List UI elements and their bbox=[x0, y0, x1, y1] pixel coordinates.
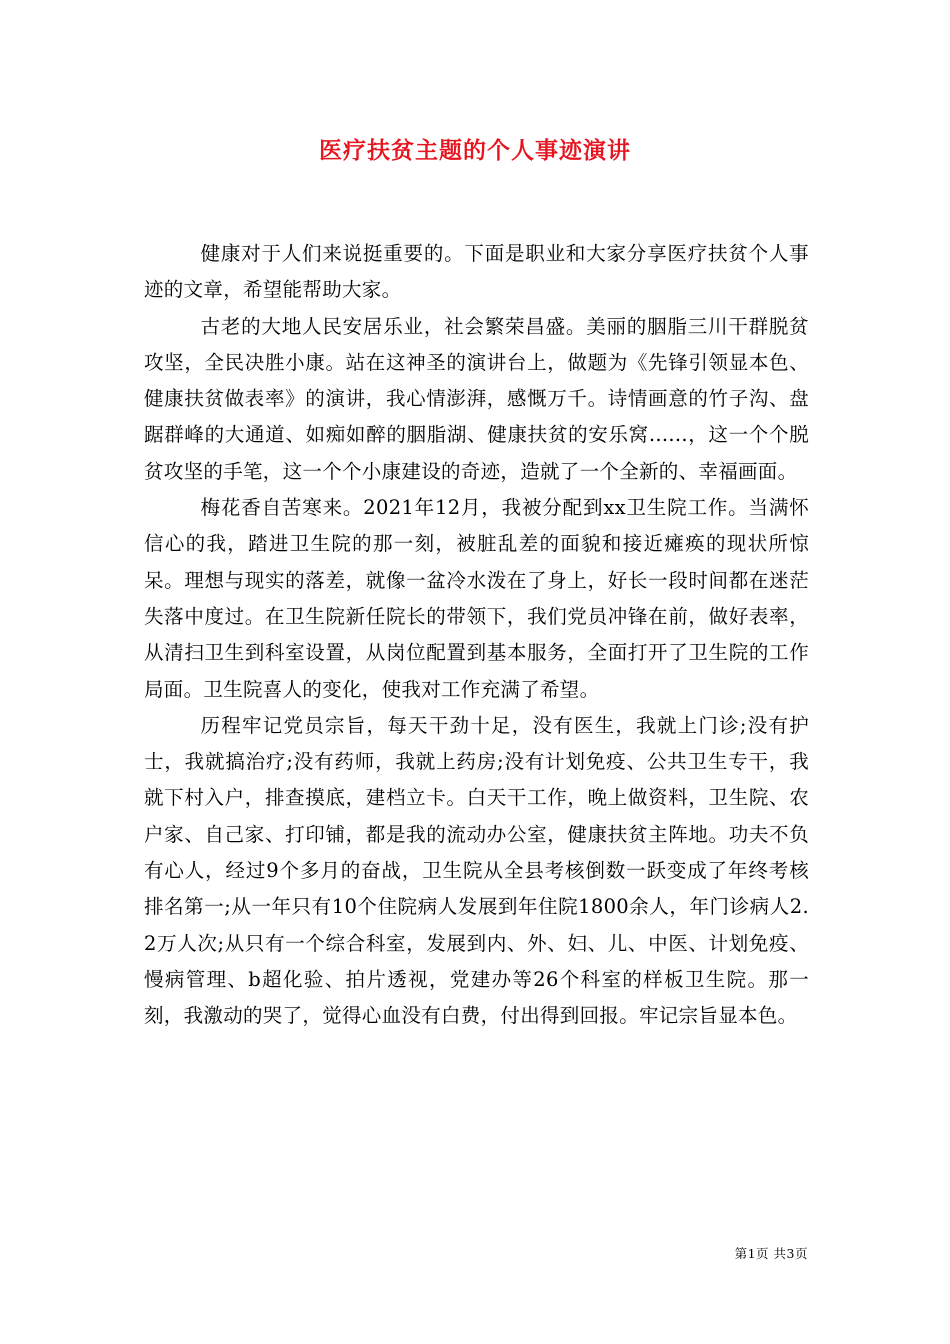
paragraph-land: 古老的大地人民安居乐业，社会繁荣昌盛。美丽的胭脂三川干群脱贫攻坚，全民决胜小康。站在这神圣的演讲台上，做题为《先锋引领显本色、健康扶贫做表率》的演讲，我心情澎湃，感慨万千。诗情画意的竹子沟、盘踞群峰的大通道、如痴如醉的胭脂湖、健康扶贫的安乐窝......，这一个个脱贫攻坚的手笔，这一个个小康建设的奇迹，造就了一个全新的、幸福画面。 bbox=[144, 314, 809, 483]
paragraph-process: 历程牢记党员宗旨，每天干劲十足，没有医生，我就上门诊;没有护士，我就搞治疗;没有药师，我就上药房;没有计划免疫、公共卫生专干，我就下村入户，排查摸底，建档立卡。白天干工作，晚上做资料，卫生院、农户家、自己家、打印铺，都是我的流动办公室，健康扶贫主阵地。功夫不负有心人，经过9个多月的奋战，卫生院从全县考核倒数一跃变成了年终考核排名第一;从一年只有10个住院病人发展到年住院1800余人，年门诊病人2.2万人次;从只有一个综合科室，发展到内、外、妇、儿、中医、计划免疫、慢病管理、b超化验、拍片透视，党建办等26个科室的样板卫生院。那一刻，我激动的哭了，觉得心血没有白费，付出得到回报。牢记宗旨显本色。 bbox=[144, 713, 809, 1028]
document-body bbox=[144, 236, 809, 1035]
document-title: 医疗扶贫主题的个人事迹演讲 bbox=[319, 137, 631, 164]
paragraph-plum-blossom: 梅花香自苦寒来。2021年12月，我被分配到xx卫生院工作。当满怀信心的我，踏进卫生院的那一刻，被脏乱差的面貌和接近瘫痪的现状所惊呆。理想与现实的落差，就像一盆冷水泼在了身上，好长一段时间都在迷茫失落中度过。在卫生院新任院长的带领下，我们党员冲锋在前，做好表率，从清扫卫生到科室设置，从岗位配置到基本服务，全面打开了卫生院的工作局面。卫生院喜人的变化，使我对工作充满了希望。 bbox=[144, 496, 809, 701]
page-number-footer: 第1页 共3页 bbox=[734, 1246, 808, 1261]
paragraph-intro: 健康对于人们来说挺重要的。下面是职业和大家分享医疗扶贫个人事迹的文章，希望能帮助大家。 bbox=[144, 242, 809, 302]
